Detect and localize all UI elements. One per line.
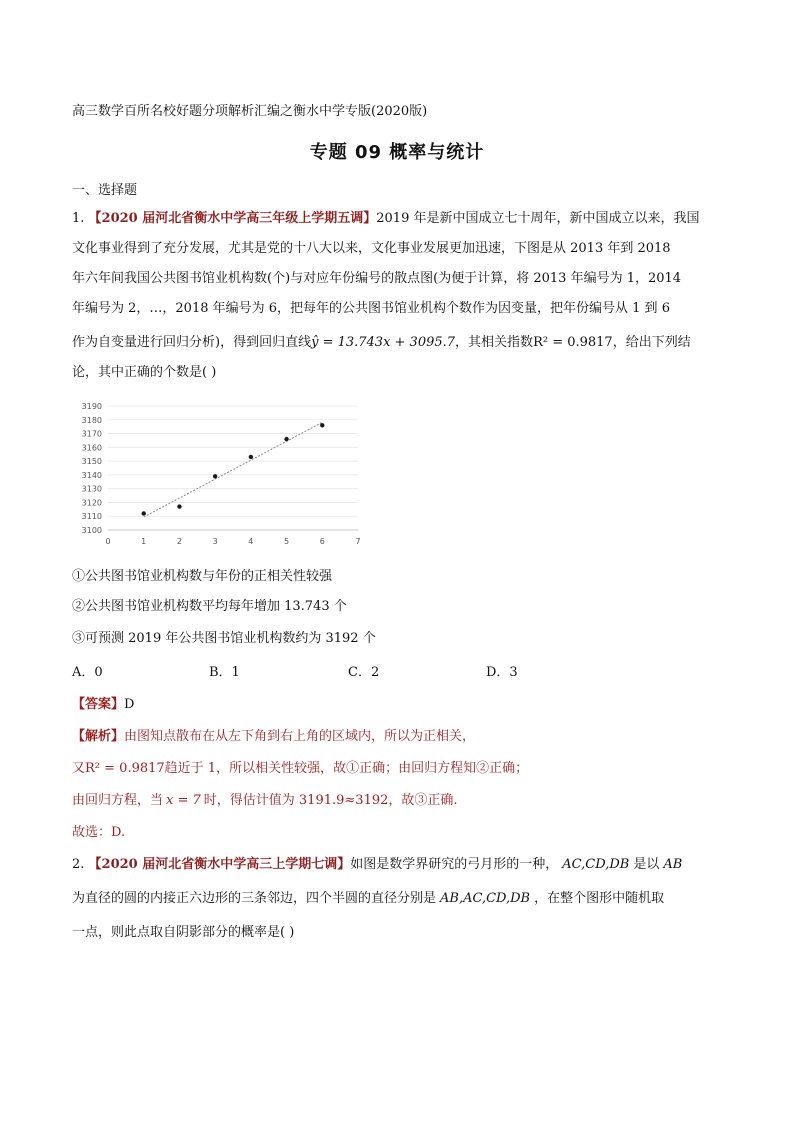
statement-2: ②公共图书馆业机构数平均每年增加 13.743 个 <box>72 599 347 614</box>
q2-line2 <box>72 890 664 908</box>
y-tick-label: 3170 <box>81 429 102 439</box>
statement-3: ③可预测 2019 年公共图书馆业机构数约为 3192 个 <box>72 631 376 646</box>
q2-number: 2. <box>72 857 85 872</box>
y-tick-label: 3100 <box>81 526 102 535</box>
data-point <box>213 474 217 478</box>
q2-text-1b: 是以 <box>633 857 660 872</box>
analysis-text-3a: 由回归方程，当 <box>72 793 164 808</box>
x-tick-label: 4 <box>248 537 254 546</box>
scatter-chart <box>74 398 374 558</box>
data-point <box>249 455 253 459</box>
analysis-x-value: x = 7 <box>166 793 201 808</box>
answer-value: D <box>124 697 135 712</box>
data-point <box>320 423 324 427</box>
q2-text-2b: ，在整个图形中随机取 <box>534 891 665 906</box>
answer-label: 【答案】 <box>72 697 125 712</box>
y-tick-label: 3120 <box>81 498 102 508</box>
option-c: C．2 <box>348 665 380 680</box>
q1-line2: 文化事业得到了充分发展，尤其是党的十八大以来，文化事业发展更加迅速，下图是从 2013 年到 2018 <box>72 241 671 256</box>
statement-1: ①公共图书馆业机构数与年份的正相关性较强 <box>72 569 333 584</box>
x-tick-label: 5 <box>284 537 290 546</box>
q1-line5-a: 作为自变量进行回归分析)，得到回归直线 <box>72 335 312 350</box>
x-tick-label: 3 <box>212 537 218 546</box>
q1-line6: 论，其中正确的个数是( ) <box>72 365 217 380</box>
option-d: D．3 <box>486 665 518 680</box>
y-tick-label: 3130 <box>81 484 102 494</box>
q2-segments: AC,CD,DB <box>562 857 630 872</box>
q1-line4: 年编号为 2，…，2018 年编号为 6，把每年的公共图书馆业机构个数作为因变量，把年份编号从 1 到 6 <box>72 301 670 316</box>
analysis-text-2a: 又 <box>72 761 86 776</box>
q1-line5-b: ，其相关指数 <box>455 335 534 350</box>
option-b: B．1 <box>209 665 240 680</box>
q2-line1 <box>72 856 682 874</box>
y-tick-label: 3110 <box>81 512 102 522</box>
q2-diameter: AB <box>663 857 683 872</box>
q1-line3: 年六年间我国公共图书馆业机构数(个)与对应年份编号的散点图(为便于计算，将 2013 年编号为 1，2014 <box>72 271 682 286</box>
analysis-line2 <box>72 760 528 778</box>
answer-line <box>72 696 134 714</box>
analysis-line1 <box>72 728 475 746</box>
r-squared-value: R² = 0.9817 <box>533 335 613 350</box>
y-tick-label: 3160 <box>81 443 102 453</box>
q2-text-1a: 如图是数学界研究的弓月形的一种， <box>350 857 559 872</box>
q2-source: 【2020 届河北省衡水中学高三上学期七调】 <box>88 857 351 872</box>
y-tick-label: 3180 <box>81 415 102 425</box>
y-tick-label: 3190 <box>81 402 102 411</box>
q1-line5 <box>72 334 691 352</box>
analysis-r-squared: R² = 0.9817 <box>85 761 165 776</box>
y-tick-label: 3150 <box>81 457 102 467</box>
page-title: 专题 09 概率与统计 <box>309 142 485 163</box>
regression-equation: ŷ = 13.743x + 3095.7 <box>311 335 456 350</box>
data-point <box>142 511 146 515</box>
q1-line1 <box>72 210 699 228</box>
analysis-text-3b: 时，得估计值为 3191.9≈3192，故③正确. <box>203 793 458 808</box>
x-tick-label: 0 <box>105 537 111 546</box>
q1-text-1: 2019 年是新中国成立七十周年，新中国成立以来，我国 <box>376 211 700 226</box>
q1-source: 【2020 届河北省衡水中学高三年级上学期五调】 <box>88 211 377 226</box>
data-point <box>177 504 181 508</box>
q2-text-2a: 为直径的圆的内接正六边形的三条邻边，四个半圆的直径分别是 <box>72 891 437 906</box>
x-tick-label: 6 <box>319 537 325 546</box>
section-heading: 一、选择题 <box>72 183 138 198</box>
data-point <box>284 437 288 441</box>
q2-diameters: AB,AC,CD,DB <box>440 891 531 906</box>
q2-line3: 一点，则此点取自阴影部分的概率是( ) <box>72 925 295 940</box>
analysis-text-2b: 趋近于 1，所以相关性较强，故①正确；由回归方程知②正确； <box>164 761 529 776</box>
x-tick-label: 7 <box>355 537 361 546</box>
analysis-label: 【解析】 <box>72 729 125 744</box>
q1-line5-c: ，给出下列结 <box>612 335 691 350</box>
x-tick-label: 2 <box>176 537 182 546</box>
q1-number: 1. <box>72 211 85 226</box>
conclusion: 故选：D. <box>72 825 126 840</box>
y-tick-label: 3140 <box>81 470 102 480</box>
x-tick-label: 1 <box>141 537 147 546</box>
doc-header: 高三数学百所名校好题分项解析汇编之衡水中学专版(2020版) <box>72 104 428 119</box>
option-a: A．0 <box>72 665 103 680</box>
analysis-line3 <box>72 792 458 810</box>
analysis-text-1: 由图知点散布在从左下角到右上角的区域内，所以为正相关， <box>124 729 476 744</box>
